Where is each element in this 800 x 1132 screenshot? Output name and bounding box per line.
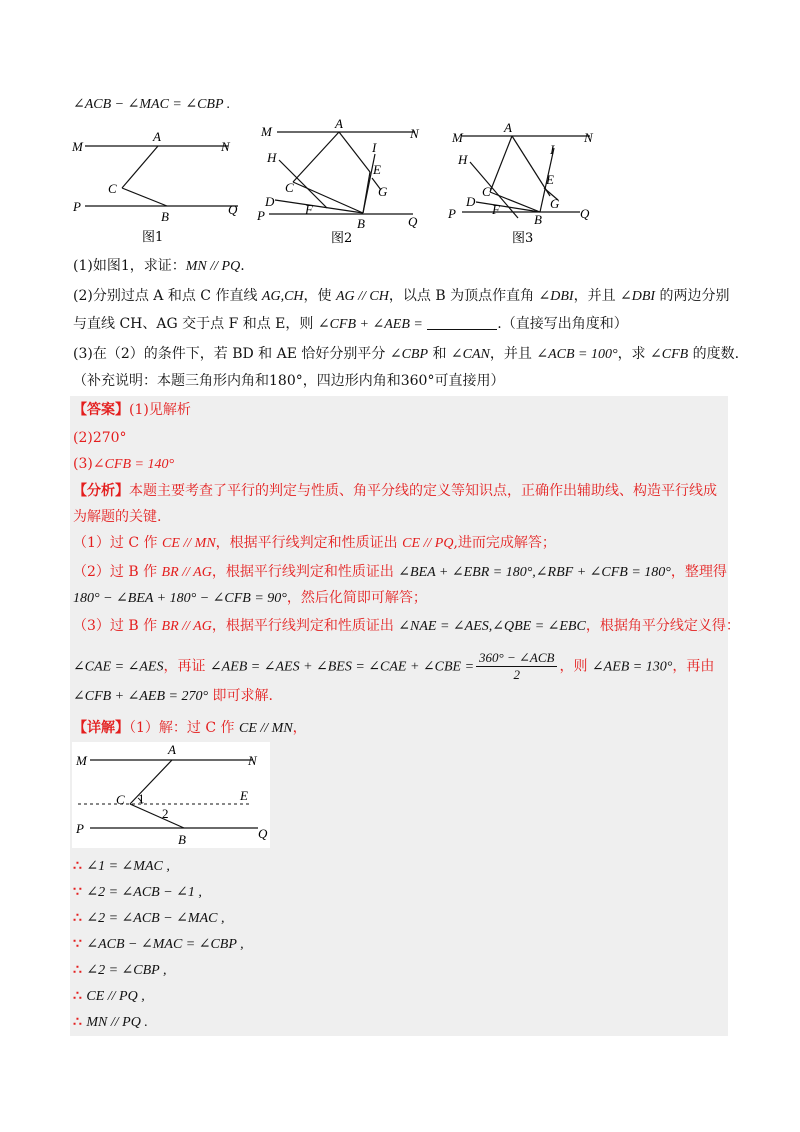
fraction: $\frac{\text{360° − ∠ACB}}{2}$ — [476, 650, 557, 683]
fig2-caption: 图2 — [331, 231, 353, 244]
fig3-label-A: A — [504, 120, 512, 135]
fig3-label-M: M — [452, 130, 463, 145]
header-eq-text: ∠ACB − ∠MAC = ∠CBP . — [73, 97, 231, 112]
question-3-note: （补充说明：本题三角形内角和180°，四边形内角和360°可直接用） — [73, 373, 505, 389]
fig1-label-B: B — [161, 209, 169, 224]
detail-step-5: ∴ ∠2 = ∠CBP , — [73, 962, 167, 978]
question-3-line-1: (3)在（2）的条件下，若 BD 和 AE 恰好分别平分 ∠CBP 和 ∠CAN，并且 ∠ACB = 100°，求 ∠CFB 的度数. — [73, 346, 740, 362]
fig3-label-P: P — [448, 206, 456, 221]
detail-line-1: 【详解】（1）解：过 C 作 CE // MN， — [73, 720, 307, 736]
fig4-label-A: A — [168, 742, 176, 757]
detail-step-3: ∴ ∠2 = ∠ACB − ∠MAC , — [73, 910, 225, 926]
fig2-label-C: C — [285, 180, 294, 195]
analysis-p2-line-1: （2）过 B 作 BR // AG，根据平行线判定和性质证出 ∠BEA + ∠EBR = 180°,∠RBF + ∠CFB = 180°，整理得 — [73, 564, 727, 580]
fig2-label-A: A — [335, 118, 343, 131]
fig4-label-M: M — [76, 753, 87, 768]
fig2-label-F: F — [305, 202, 313, 217]
fig2-label-N: N — [410, 126, 419, 141]
fig3-label-F: F — [492, 202, 500, 217]
fig1-label-Q: Q — [228, 202, 238, 217]
fig1-label-N: N — [221, 139, 230, 154]
fig4-label-N: N — [248, 753, 257, 768]
detail-step-1: ∴ ∠1 = ∠MAC , — [73, 858, 170, 874]
fig4-label-B: B — [178, 832, 186, 847]
detail-step-4: ∵ ∠ACB − ∠MAC = ∠CBP , — [73, 936, 244, 952]
fig1-label-A: A — [153, 129, 161, 144]
answer-line-3: (3)∠CFB = 140° — [73, 456, 175, 472]
fig4-label-E: E — [240, 788, 248, 803]
fig3-label-E: E — [546, 172, 554, 187]
fig3-label-N: N — [584, 130, 593, 145]
fig4-label-P: P — [76, 821, 84, 836]
fig1-label-C: C — [108, 181, 117, 196]
figure-1 — [70, 124, 250, 244]
fig3-label-I: I — [550, 142, 555, 157]
fig4-label-Q: Q — [258, 826, 268, 841]
figure-3 — [440, 118, 605, 244]
fig1-label-P: P — [73, 199, 81, 214]
fig2-label-I: I — [372, 140, 377, 155]
fig2-label-M: M — [261, 124, 272, 139]
fig4-label-C: C — [116, 792, 125, 807]
fig2-label-P: P — [257, 208, 265, 223]
fig2-label-D: D — [265, 194, 275, 209]
detail-step-2: ∵ ∠2 = ∠ACB − ∠1 , — [73, 884, 202, 900]
fig3-label-G: G — [550, 196, 560, 211]
fig3-caption: 图3 — [512, 231, 534, 244]
analysis-line-2: 为解题的关键. — [73, 509, 162, 525]
fig4-label-2: 2 — [162, 806, 169, 821]
answer-blank[interactable] — [427, 315, 497, 330]
figure-2 — [255, 118, 430, 244]
analysis-p3-line-1: （3）过 B 作 BR // AG，根据平行线判定和性质证出 ∠NAE = ∠AES,∠QBE = ∠EBC，根据角平分线定义得： — [73, 618, 740, 634]
figure-4 — [72, 742, 270, 848]
fig3-label-Q: Q — [580, 206, 590, 221]
question-1: (1)如图1，求证：MN // PQ. — [73, 258, 245, 274]
fig2-label-H: H — [267, 150, 277, 165]
answer-line-2: (2)270° — [73, 430, 127, 446]
fig2-label-Q: Q — [408, 214, 418, 229]
fig3-label-C: C — [482, 184, 491, 199]
answer-line-1: 【答案】(1)见解析 — [73, 402, 191, 418]
fig3-label-B: B — [534, 212, 542, 227]
question-2-line-1: (2)分别过点 A 和点 C 作直线 AG,CH，使 AG // CH，以点 B 为顶点作直角 ∠DBI，并且 ∠DBI 的两边分别 — [73, 288, 730, 304]
header-equation — [73, 94, 230, 115]
question-2-line-2: 与直线 CH、AG 交于点 F 和点 E，则 ∠CFB + ∠AEB = .（直接写出角度和） — [73, 316, 628, 332]
detail-step-7: ∴ MN // PQ . — [73, 1014, 148, 1030]
detail-step-6: ∴ CE // PQ , — [73, 988, 145, 1004]
fig3-label-H: H — [458, 152, 468, 167]
fig1-label-M: M — [72, 139, 83, 154]
analysis-p3-line-2: ∠CAE = ∠AES，再证 ∠AEB = ∠AES + ∠BES = ∠CAE + ∠CBE = $\frac{\text{360° − ∠ACB}}{2}$ ，则 ∠AEB = 130°，再由 — [73, 650, 715, 682]
fig4-label-1: 1 — [138, 791, 145, 806]
analysis-p2-line-2: 180° − ∠BEA + 180° − ∠CFB = 90°，然后化简即可解答； — [73, 590, 427, 606]
analysis-p3-line-3: ∠CFB + ∠AEB = 270° 即可求解. — [73, 688, 273, 704]
fig2-label-E: E — [373, 162, 381, 177]
fig3-label-D: D — [466, 194, 476, 209]
fig1-caption: 图1 — [142, 230, 164, 244]
fig2-label-B: B — [357, 216, 365, 231]
fig2-label-G: G — [378, 184, 388, 199]
analysis-p1: （1）过 C 作 CE // MN，根据平行线判定和性质证出 CE // PQ,进而完成解答； — [73, 535, 556, 551]
analysis-line-1: 【分析】本题主要考查了平行的判定与性质、角平分线的定义等知识点，正确作出辅助线、构造平行线成 — [73, 483, 717, 499]
